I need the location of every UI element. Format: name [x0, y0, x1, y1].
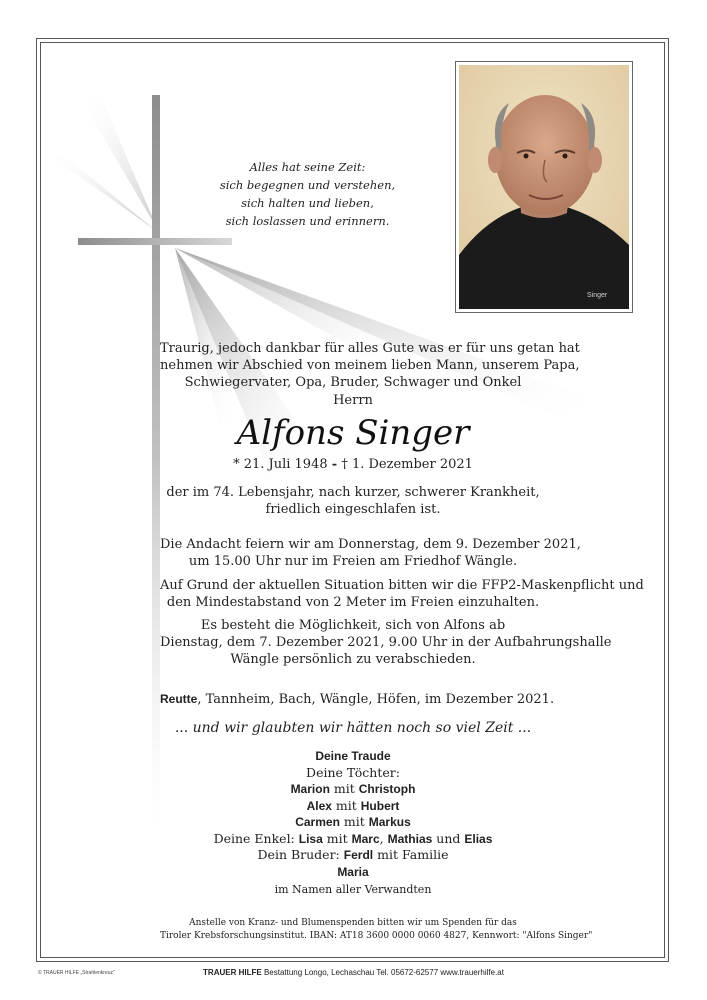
- grandchild-name: Elias: [464, 831, 493, 846]
- intro-line: Traurig, jedoch dankbar für alles Gute was er für uns getan hat: [160, 341, 580, 356]
- wife: Deine Traude: [315, 749, 391, 763]
- partner-name: Hubert: [360, 798, 400, 813]
- brother-name: Ferdl: [343, 848, 374, 862]
- life-dates: [160, 457, 546, 472]
- quote-line: sich begegnen und verstehen,: [219, 178, 396, 192]
- grandchildren-row: [160, 831, 546, 848]
- donation-note: [160, 917, 593, 943]
- mit-word: mit: [343, 814, 365, 829]
- intro-line: Schwiegervater, Opa, Bruder, Schwager und Onkel: [184, 375, 522, 390]
- daughter-name: Carmen: [295, 815, 340, 829]
- brother-label: Dein Bruder:: [257, 847, 340, 862]
- quote-line: sich halten und lieben,: [241, 196, 374, 210]
- quote: [205, 158, 410, 230]
- age-line: friedlich eingeschlafen ist.: [265, 502, 441, 517]
- date-separator: -: [331, 457, 338, 472]
- farewell-notice: [160, 617, 612, 668]
- partner-name: Christoph: [358, 782, 416, 796]
- farewell-line: Wängle persönlich zu verabschieden.: [230, 652, 476, 667]
- mit-word: mit: [335, 797, 357, 813]
- motto: ... und wir glaubten wir hätten noch so viel Zeit ...: [174, 720, 532, 736]
- intro-line: nehmen wir Abschied von meinem lieben Mann, unserem Papa,: [160, 358, 580, 373]
- salutation: Herrn: [333, 393, 373, 408]
- cross-vertical-bar: [152, 95, 160, 835]
- grandchildren-label: Deine Enkel:: [213, 830, 295, 846]
- relatives-note: im Namen aller Verwandten: [274, 883, 432, 896]
- donation-line: Tiroler Krebsforschungsinstitut. IBAN: AT18 3600 0000 0060 4827, Kennwort: "Alfons Singer": [160, 931, 593, 941]
- daughter-name: Marion: [290, 782, 330, 796]
- brother-row: [160, 847, 546, 864]
- age-line: der im 74. Lebensjahr, nach kurzer, schwerer Krankheit,: [166, 485, 540, 500]
- age-text: [160, 484, 546, 518]
- comma: ,: [379, 830, 384, 846]
- death-date: † 1. Dezember 2021: [341, 457, 473, 472]
- footer: [0, 968, 707, 977]
- ffp2-line: den Mindestabstand von 2 Meter im Freien einzuhalten.: [166, 595, 540, 610]
- grandchild-name: Marc: [351, 831, 380, 846]
- ffp2-notice: [160, 577, 644, 611]
- cross-horizontal-bar: [78, 238, 232, 245]
- daughter-row: [160, 814, 546, 831]
- grandchild-name: Mathias: [387, 831, 433, 846]
- footer-brand: TRAUER HILFE: [203, 968, 262, 977]
- andacht-line: Die Andacht feiern wir am Donnerstag, dem 9. Dezember 2021,: [160, 537, 581, 552]
- farewell-line: Dienstag, dem 7. Dezember 2021, 9.00 Uhr in der Aufbahrungshalle: [160, 635, 612, 650]
- birth-date: * 21. Juli 1948: [233, 457, 328, 472]
- deceased-name: Alfons Singer: [236, 413, 470, 453]
- partner-name: Markus: [368, 815, 411, 829]
- footer-details: Bestattung Longo, Lechaschau Tel. 05672-62577 www.trauerhilfe.at: [263, 968, 504, 977]
- place-rest: , Tannheim, Bach, Wängle, Höfen, im Dezember 2021.: [197, 692, 555, 707]
- ray-upper-1: [78, 95, 158, 230]
- mit-word: mit: [333, 781, 355, 796]
- svg-text:Singer: Singer: [587, 292, 608, 299]
- copyright-note: © TRAUER HILFE „Strahlenkreuz“: [38, 970, 115, 976]
- daughter-name: Alex: [306, 798, 332, 813]
- andacht-line: um 15.00 Uhr nur im Freien am Friedhof Wängle.: [188, 554, 518, 569]
- farewell-line: Es besteht die Möglichkeit, sich von Alfons ab: [200, 618, 506, 633]
- und-word: und: [436, 830, 461, 846]
- brother-suffix: mit Familie: [377, 847, 449, 862]
- place-town: Reutte: [160, 692, 198, 706]
- donation-line: Anstelle von Kranz- und Blumenspenden bitten wir um Spenden für das: [189, 918, 517, 928]
- portrait-photo: [459, 65, 629, 309]
- intro-text: [160, 340, 580, 391]
- ffp2-line: Auf Grund der aktuellen Situation bitten wir die FFP2-Maskenpflicht und: [160, 578, 644, 593]
- mit-word: mit: [326, 830, 348, 846]
- grandchild-name: Lisa: [298, 831, 323, 846]
- daughter-row: [160, 781, 546, 798]
- family-list: [160, 748, 546, 899]
- daughters-label: Deine Töchter:: [306, 764, 400, 780]
- quote-line: Alles hat seine Zeit:: [249, 160, 366, 174]
- daughter-row: [160, 798, 546, 815]
- andacht-text: [160, 536, 581, 570]
- place-date: [160, 692, 555, 707]
- quote-line: sich loslassen und erinnern.: [225, 214, 390, 228]
- sister-name: Maria: [337, 864, 369, 879]
